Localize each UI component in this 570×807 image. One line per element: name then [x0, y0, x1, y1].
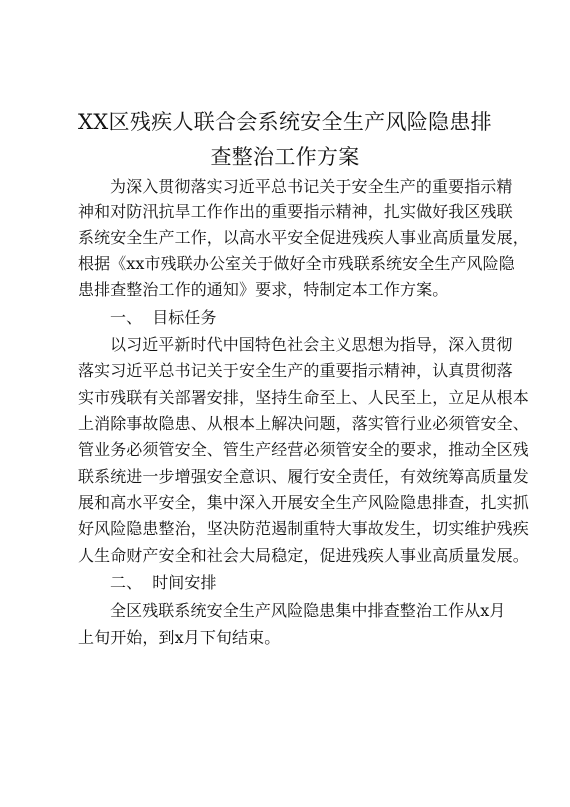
section-1-line: 好风险隐患整治，坚决防范遏制重特大事故发生，切实维护残疾 [78, 519, 529, 538]
intro-paragraph-line: 神和对防汛抗旱工作作出的重要指示精神，扎实做好我区残联 [78, 202, 513, 221]
section-1-line: 落实习近平总书记关于安全生产的重要指示精神，认真贯彻落 [78, 361, 513, 380]
section-1-line: 人生命财产安全和社会大局稳定，促进残疾人事业高质量发展。 [78, 546, 529, 565]
section-1-line: 以习近平新时代中国特色社会主义思想为指导，深入贯彻 [110, 335, 513, 354]
section-1-line: 联系统进一步增强安全意识、履行安全责任，有效统筹高质量发 [78, 467, 529, 486]
section-2-title: 时间安排 [152, 573, 217, 592]
section-1-line: 上消除事故隐患、从根本上解决问题，落实管行业必须管安全、 [78, 414, 529, 433]
section-2-line: 上旬开始，到x月下旬结束。 [78, 628, 281, 647]
intro-paragraph-line: 根据《xx市残联办公室关于做好全市残联系统安全生产风险隐 [78, 254, 515, 273]
intro-paragraph-line: 为深入贯彻落实习近平总书记关于安全生产的重要指示精 [110, 177, 513, 196]
section-2-line: 全区残联系统安全生产风险隐患集中排查整治工作从x月 [110, 601, 506, 620]
section-2-number: 二、 [110, 573, 143, 592]
section-1-line: 实市残联有关部署安排，坚持生命至上、人民至上，立足从根本 [78, 388, 529, 407]
intro-paragraph-line: 系统安全生产工作，以高水平安全促进残疾人事业高质量发展， [78, 228, 529, 247]
section-2-heading [110, 571, 530, 595]
intro-paragraph-line: 患排查整治工作的通知》要求，特制定本工作方案。 [78, 280, 449, 299]
section-1-heading [110, 306, 530, 330]
section-1-line: 展和高水平安全，集中深入开展安全生产风险隐患排查，扎实抓 [78, 493, 529, 512]
section-1-line: 管业务必须管安全、管生产经营必须管安全的要求，推动全区残 [78, 440, 529, 459]
document-title-line-2: 查整治工作方案 [210, 145, 360, 169]
section-1-number: 一、 [110, 308, 143, 327]
section-1-title: 目标任务 [152, 308, 217, 327]
document-title-line-1: XX区残疾人联合会系统安全生产风险隐患排 [78, 110, 492, 134]
